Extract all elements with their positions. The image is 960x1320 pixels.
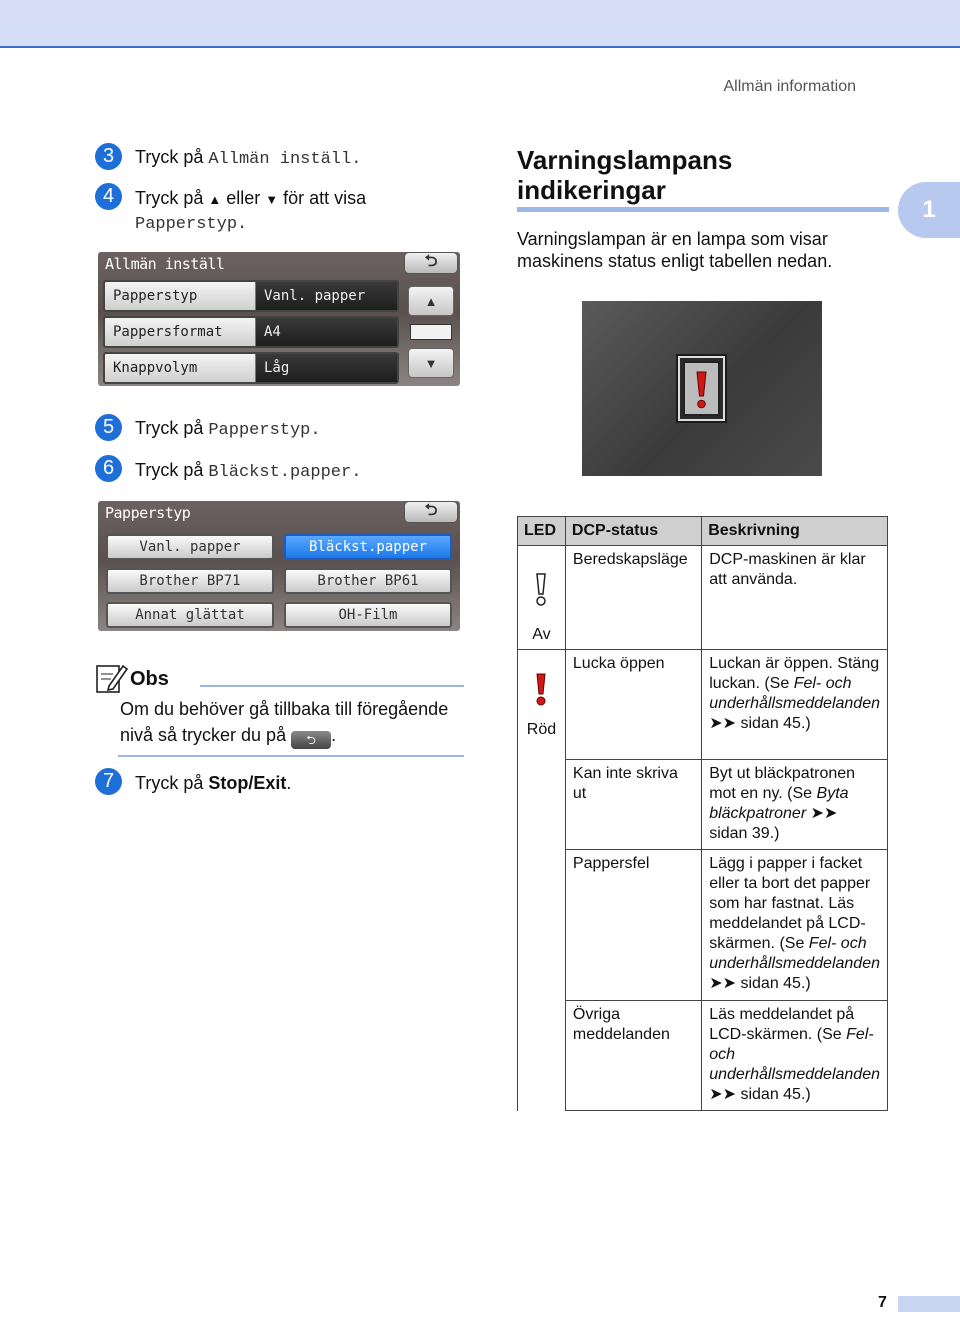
step-6-pre: Tryck på	[135, 460, 209, 480]
step-number-4: 4	[95, 183, 122, 210]
step-6	[135, 459, 361, 484]
step-4-post: för att visa	[278, 188, 367, 208]
lcd-title: Allmän inställ	[105, 255, 225, 273]
step-3-post: .	[351, 150, 362, 169]
back-button[interactable]: ⮌	[404, 501, 458, 523]
description-cell	[702, 760, 888, 850]
column-header-status: DCP-status	[565, 517, 701, 546]
led-status-table	[517, 516, 888, 1111]
column-header-description: Beskrivning	[702, 517, 888, 546]
up-arrow-icon: ▲	[208, 192, 222, 207]
led-off-label: Av	[532, 626, 551, 643]
step-4-end: .	[237, 215, 248, 234]
step-4-mid: eller	[221, 188, 266, 208]
chapter-tab: 1	[898, 182, 960, 238]
step-number-6: 6	[95, 455, 122, 482]
down-arrow-icon: ▼	[265, 192, 279, 207]
top-banner	[0, 0, 960, 48]
lcd-row-pappersformat[interactable]	[103, 316, 399, 348]
page-reference: ➤➤ sidan 45.)	[709, 975, 811, 992]
step-3-code: Allmän inställ	[208, 150, 352, 169]
cross-reference-title: Fel- och underhållsmeddelanden	[709, 935, 880, 972]
running-header: Allmän information	[723, 78, 856, 95]
page-reference: ➤➤ sidan 45.)	[709, 1086, 811, 1103]
description-cell	[702, 650, 888, 760]
page-footer-bar	[898, 1296, 960, 1312]
back-button[interactable]: ⮌	[404, 252, 458, 274]
note-text	[120, 696, 470, 749]
step-5-pre: Tryck på	[135, 418, 209, 438]
status-cell: Lucka öppen	[565, 650, 701, 760]
step-4-code: Papperstyp	[135, 215, 238, 234]
cross-reference-title: Byta bläckpatroner	[709, 785, 849, 822]
lcd-row-value: Låg	[255, 354, 397, 382]
step-5-code: Papperstyp	[208, 421, 311, 440]
table-row	[518, 650, 888, 760]
paper-option-other-glossy[interactable]: Annat glättat	[106, 602, 274, 628]
status-cell: Övriga meddelanden	[565, 1001, 701, 1111]
led-cell-red	[518, 650, 566, 1111]
step-5-post: .	[310, 421, 321, 440]
back-key-icon: ⮌	[291, 731, 331, 749]
note-title: Obs	[130, 668, 169, 690]
lcd-row-label: Knappvolym	[113, 360, 198, 376]
cross-reference-title: Fel- och underhållsmeddelanden	[709, 1026, 880, 1083]
lcd-screen-paper-type	[98, 501, 460, 631]
description-text: Luckan är öppen. Stäng luckan. (Se	[709, 655, 880, 692]
description-text: Läs meddelandet på LCD-skärmen. (Se	[709, 1006, 855, 1043]
step-7	[135, 772, 291, 795]
column-header-led: LED	[518, 517, 566, 546]
section-heading: Varningslampans indikeringar	[517, 145, 733, 205]
step-4	[135, 187, 366, 236]
led-cell-off	[518, 546, 566, 650]
scroll-indicator	[410, 324, 452, 340]
note-text-end: .	[331, 725, 337, 745]
description-cell	[702, 1001, 888, 1111]
scroll-down-button[interactable]: ▼	[408, 348, 454, 378]
table-row	[518, 850, 888, 1001]
note-text-main: Om du behöver gå tillbaka till föregående nivå så trycker du på	[120, 699, 449, 745]
step-7-key: Stop/Exit	[208, 773, 287, 793]
paper-option-inkjet[interactable]: Bläckst.papper	[284, 534, 452, 560]
status-cell: Beredskapsläge	[565, 546, 701, 650]
description-text: Byt ut bläckpatronen mot en ny. (Se	[709, 765, 856, 802]
note-pencil-icon	[95, 662, 129, 694]
lcd-row-knappvolym[interactable]	[103, 352, 399, 384]
step-number-5: 5	[95, 414, 122, 441]
step-7-pre: Tryck på	[135, 773, 209, 793]
lcd-row-papperstyp[interactable]	[103, 280, 399, 312]
cross-reference-title: Fel- och underhållsmeddelanden	[709, 675, 880, 712]
step-number-7: 7	[95, 768, 122, 795]
table-row	[518, 546, 888, 650]
lcd-row-label: Papperstyp	[113, 288, 198, 304]
step-6-code: Bläckst.papper	[208, 463, 352, 482]
description-cell: DCP-maskinen är klar att använda.	[702, 546, 888, 650]
paper-option-bp61[interactable]: Brother BP61	[284, 568, 452, 594]
paper-option-transparency[interactable]: OH-Film	[284, 602, 452, 628]
paper-option-bp71[interactable]: Brother BP71	[106, 568, 274, 594]
status-cell: Kan inte skriva ut	[565, 760, 701, 850]
description-cell	[702, 850, 888, 1001]
step-5	[135, 417, 321, 442]
status-cell: Pappersfel	[565, 850, 701, 1001]
led-red-icon	[531, 672, 551, 708]
step-7-post: .	[286, 773, 292, 793]
section-intro: Varningslampan är en lampa som visar maskinens status enligt tabellen nedan.	[517, 229, 833, 271]
led-off-icon	[531, 572, 551, 608]
note-bottom-rule	[118, 755, 464, 757]
warning-led-photo	[582, 301, 822, 476]
lcd-row-value: A4	[255, 318, 397, 346]
step-4-pre: Tryck på	[135, 188, 209, 208]
lcd-row-label: Pappersformat	[113, 324, 223, 340]
table-row	[518, 1001, 888, 1111]
step-3-pre: Tryck på	[135, 147, 209, 167]
note-top-rule	[200, 685, 464, 687]
step-3	[135, 146, 361, 171]
paper-option-plain[interactable]: Vanl. papper	[106, 534, 274, 560]
led-red-label: Röd	[526, 721, 557, 738]
page-number: 7	[878, 1294, 887, 1311]
lcd-row-value: Vanl. papper	[255, 282, 397, 310]
lcd-screen-general-settings	[98, 252, 460, 386]
lcd-title: Papperstyp	[105, 504, 191, 522]
description-text: Lägg i papper i facket eller ta bort det papper som har fastnat. Läs meddelandet på LCD-skärmen. (Se	[709, 855, 871, 952]
table-row	[518, 760, 888, 850]
step-6-post: .	[351, 463, 362, 482]
warning-led-icon	[678, 356, 725, 421]
table-header-row	[518, 517, 888, 546]
heading-rule	[517, 207, 889, 212]
scroll-up-button[interactable]: ▲	[408, 286, 454, 316]
page-reference: ➤➤ sidan 45.)	[709, 715, 811, 732]
page-reference: ➤➤ sidan 39.)	[709, 805, 838, 842]
step-number-3: 3	[95, 143, 122, 170]
